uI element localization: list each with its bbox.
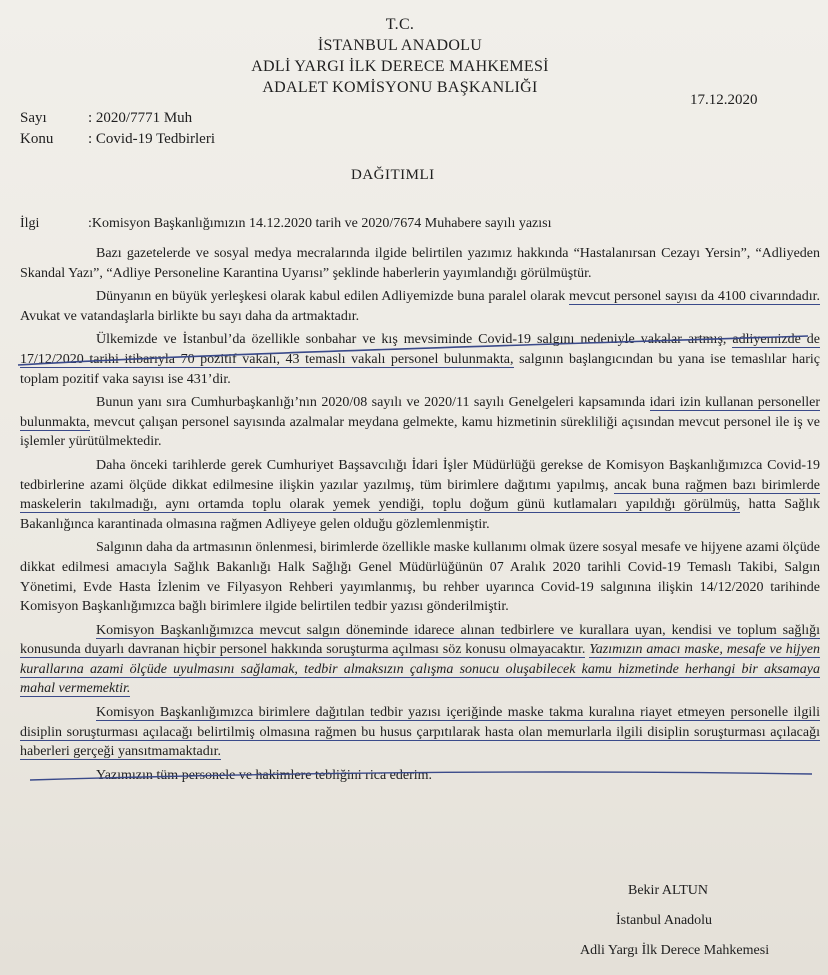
letterhead-line-3: ADLİ YARGI İLK DERECE MAHKEMESİ	[251, 58, 549, 75]
reference-number-value: : 2020/7771 Muh	[88, 110, 193, 126]
subject-label: Konu	[20, 131, 54, 147]
related-reference-value: :Komisyon Başkanlığımızın 14.12.2020 tarih ve 2020/7674 Muhabere sayılı yazısı	[88, 216, 552, 231]
related-reference-label: İlgi	[20, 216, 40, 231]
paragraph-8-underlined: Komisyon Başkanlığımızca birimlere dağıtılan tedbir yazısı içeriğinde maske takma kuralına riayet etmeyen personelle ilgili disiplin soruşturması açılacağı belirtilmiş olmasına rağmen bu husus çarpıtılarak hasta olan memurlarla ilgili disiplin soruşturması açılacağı haberleri gerçeği yansıtmamaktadır.	[20, 705, 820, 760]
paragraph-2-underlined: mevcut personel sayısı da 4100 civarındadır.	[569, 289, 820, 305]
paragraph-7-italic: Yazımızın amacı maske, mesafe ve hijyen kurallarına azami ölçüde uyulmasını sağlamak, tedbir almaksızın çalışma sonucu oluşabilecek kamu hizmetinde herhangi bir aksamaya mahal vermemektir.	[20, 642, 820, 697]
document-date: 17.12.2020	[690, 92, 758, 108]
paragraph-3-text-c: salgının başlangıcından bu yana ise temaslılar hariç toplam pozitif vaka sayısı ise 431’dir.	[20, 351, 820, 387]
paragraph-6: Salgının daha da artmasının önlenmesi, birimlerde özellikle maske kullanımı olmak üzere sosyal mesafe ve hijyene azami ölçüde dikkat edilmesi amacıyla Sağlık Bakanlığı Halk Sağlığı Genel Müdürlüğünün 07 Aralık 2020 tarihli Covid-19 Temaslı Takibi, Salgın Yönetimi, Evde Hasta İzlenim ve Filyasyon Rehberi yayımlanmış, bu rehber uyarınca Covid-19 salgınına ilişkin 14/12/2020 tarihinde Komisyon Başkanlığımızca bağlı birimlere ilgide belirtilen tedbir yazısı gönderilmiştir.	[20, 540, 820, 615]
letterhead-line-4: ADALET KOMİSYONU BAŞKANLIĞI	[262, 79, 538, 96]
paragraph-2-text-c: Avukat ve vatandaşlarla birlikte bu sayı daha da artmaktadır.	[20, 308, 360, 324]
reference-number-label: Sayı	[20, 110, 47, 126]
signatory-name: Bekir ALTUN	[628, 883, 708, 898]
paragraph-2	[20, 287, 820, 326]
paragraph-3	[20, 330, 820, 389]
paragraph-4-text-a: Bunun yanı sıra Cumhurbaşkanlığı’nın 2020/08 sayılı ve 2020/11 sayılı Genelgeleri kapsamında	[96, 395, 650, 411]
reference-number-row	[20, 110, 192, 127]
paragraph-1: Bazı gazetelerde ve sosyal medya mecralarında ilgide belirtilen yazımız hakkında “Hastalanırsan Cezayı Yersin”, “Adliyeden Skandal Yazı”, “Adliye Personeline Karantina Uyarısı” şeklinde haberlerin yayımlandığı görülmüştür.	[20, 246, 820, 281]
paragraph-3-underlined: adliyemizde de 17/12/2020 tarihi itibarıyla 70 pozitif vakalı, 43 temaslı vakalı personel bulunmakta,	[20, 332, 820, 367]
paragraph-4-underlined: idari izin kullanan personeller bulunmakta,	[20, 395, 820, 430]
letterhead-line-1: T.C.	[385, 16, 415, 33]
paragraph-4-text-c: mevcut çalışan personel sayısında azalmalar meydana gelmekte, kamu hizmetinin sürekliliği açısından mevcut personel ile iş ve işlemler yürütülmektedir.	[20, 414, 820, 450]
signatory-line-3: Adli Yargı İlk Derece Mahkemesi	[580, 943, 770, 958]
signatory-line-2: İstanbul Anadolu	[616, 913, 713, 928]
subject-row	[20, 131, 215, 148]
paragraph-3-text-a: Ülkemizde ve İstanbul’da özellikle sonbahar ve kış mevsiminde Covid-19 salgını nedeniyle vakalar artmış,	[96, 332, 733, 348]
signature-block	[568, 876, 770, 966]
paragraph-5-text-a: Daha önceki tarihlerde gerek Cumhuriyet Başsavcılığı İdari İşler Müdürlüğü gerekse de Komisyon Başkanlığımızca Covid-19 tedbirlerine azami ölçüde dikkat edilmesine ilişkin yazılar yazılmış, tüm birimlere dağıtımı yapılmış,	[20, 457, 820, 493]
paragraph-2-text-a: Dünyanın en büyük yerleşkesi olarak kabul edilen Adliyemizde buna paralel olarak	[96, 289, 570, 305]
paragraph-4	[20, 393, 820, 452]
paragraph-7	[20, 621, 820, 699]
paragraph-5-underlined: ancak buna rağmen bazı birimlerde maskelerin takılmadığı, aynı ortamda toplu olarak yemek yendiği, toplu doğum günü kutlamaları yapıldığı görülmüş,	[20, 477, 820, 513]
paragraph-8	[20, 703, 820, 762]
subject-value: : Covid-19 Tedbirleri	[88, 131, 215, 147]
letterhead-line-2: İSTANBUL ANADOLU	[317, 37, 483, 54]
letterhead	[250, 14, 550, 98]
letter-body	[20, 244, 820, 789]
paragraph-7-underlined: Komisyon Başkanlığımızca mevcut salgın döneminde idarece alınan tedbirlere ve kurallara uyan, kendisi ve toplum sağlığı konusunda duyarlı davranan hiçbir personel hakkında soruşturma açılması söz konusu olmayacaktır.	[20, 622, 820, 658]
distribution-heading: DAĞITIMLI	[351, 167, 435, 183]
related-reference-row	[20, 216, 552, 232]
paragraph-9: Yazımızın tüm personele ve hakimlere tebliğini rica ederim.	[96, 767, 433, 783]
paragraph-5	[20, 456, 820, 534]
paragraph-5-text-c: hatta Sağlık Bakanlığınca karantinada olmasına rağmen Adliyeye gelen olduğu gözlemlenmiştir.	[20, 497, 820, 532]
